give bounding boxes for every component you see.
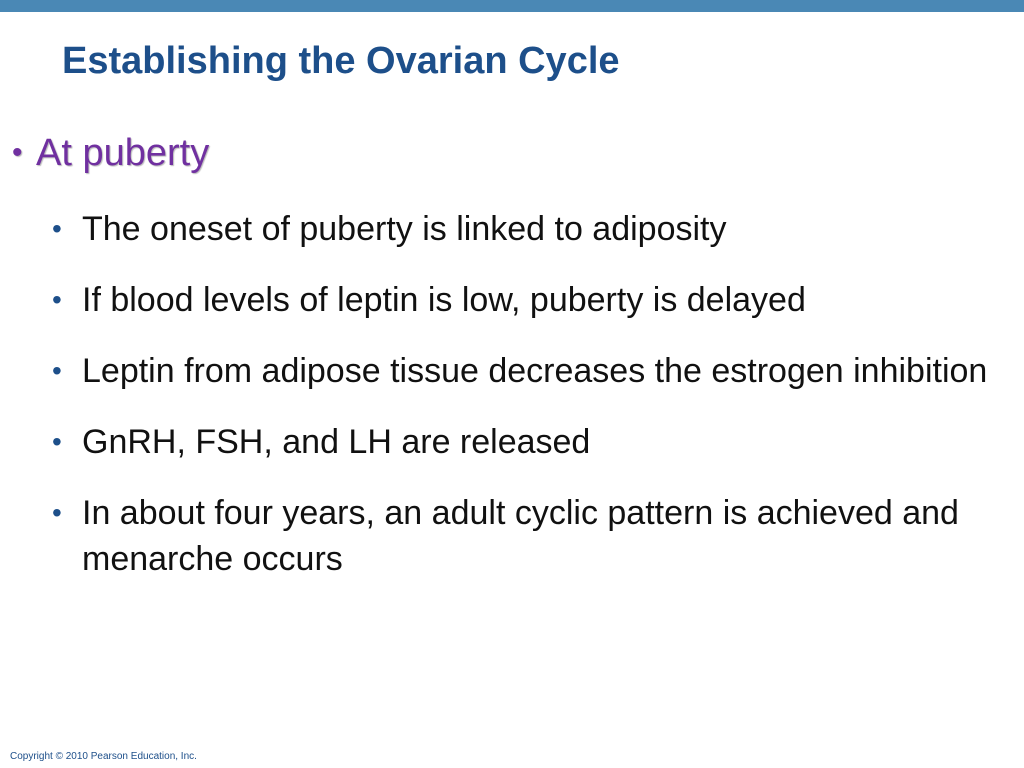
slide-title: Establishing the Ovarian Cycle (62, 40, 620, 82)
bullet-dot-icon: • (52, 355, 62, 386)
bullet-dot-icon: • (52, 213, 62, 244)
sub-bullet-item (52, 419, 992, 465)
bullet-dot-icon: • (52, 426, 62, 457)
sub-bullet-text: GnRH, FSH, and LH are released (82, 423, 591, 461)
sub-bullet-item (52, 277, 992, 323)
sub-bullet-list (52, 206, 992, 607)
sub-bullet-item (52, 206, 992, 252)
level1-bullet (12, 130, 209, 176)
top-accent-bar (0, 0, 1024, 12)
sub-bullet-item (52, 490, 992, 582)
sub-bullet-text: In about four years, an adult cyclic pattern is achieved and menarche occurs (82, 494, 959, 578)
copyright-notice: Copyright © 2010 Pearson Education, Inc. (10, 751, 197, 762)
sub-bullet-text: If blood levels of leptin is low, puberty is delayed (82, 281, 806, 319)
sub-bullet-text: The oneset of puberty is linked to adiposity (82, 210, 727, 248)
sub-bullet-item (52, 348, 992, 394)
sub-bullet-text: Leptin from adipose tissue decreases the estrogen inhibition (82, 352, 988, 390)
bullet-dot-icon: • (52, 497, 62, 528)
bullet-dot-icon: • (52, 284, 62, 315)
level1-bullet-text: At puberty (36, 132, 210, 174)
bullet-dot-icon: • (12, 136, 23, 169)
